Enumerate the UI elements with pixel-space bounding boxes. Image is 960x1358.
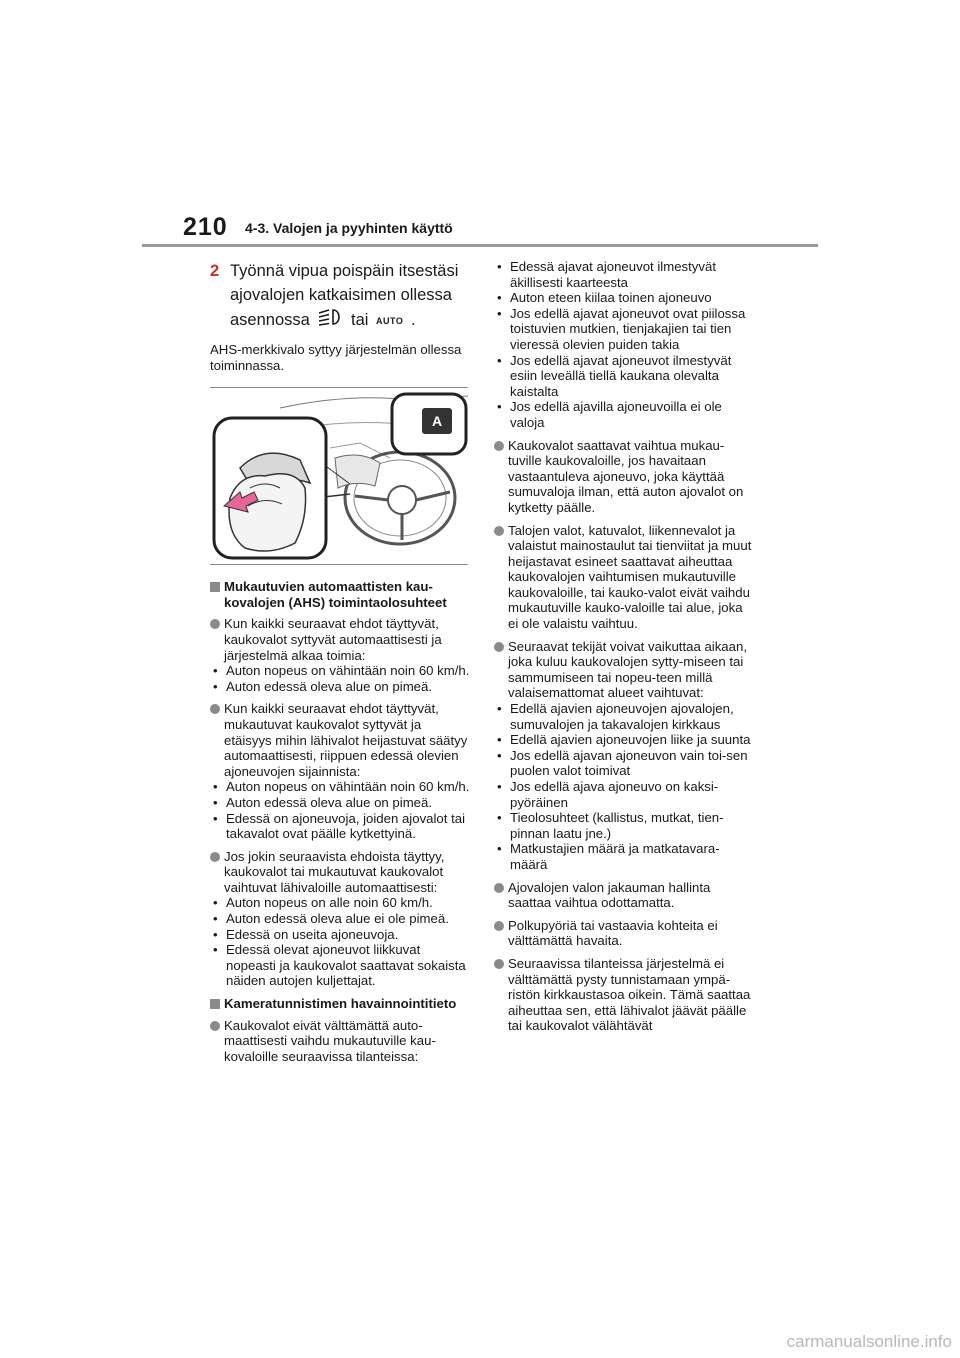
sub-item-text: Auton nopeus on alle noin 60 km/h. <box>226 895 433 911</box>
sub-item <box>210 911 472 927</box>
sub-item-text: Auton nopeus on vähintään noin 60 km/h. <box>226 779 470 795</box>
list-item <box>494 639 756 873</box>
sub-item <box>494 306 756 353</box>
headlight-icon <box>317 307 343 334</box>
sub-item-text: Auton edessä oleva alue on pimeä. <box>226 794 433 810</box>
bullet-dot-icon <box>494 883 504 893</box>
list-item <box>210 616 472 694</box>
section-title: 4-3. Valojen ja pyyhinten käyttö <box>245 220 453 236</box>
sub-item-text: Edessä ajavat ajoneuvot ilmestyvät äkillisesti kaarteesta <box>510 259 716 290</box>
sub-bullet-mark: • <box>497 259 502 274</box>
sub-item <box>494 399 756 430</box>
sub-item-text: Auton edessä oleva alue on pimeä. <box>226 678 433 694</box>
sub-bullet-mark: • <box>497 701 502 717</box>
bullet-dot-icon <box>210 852 220 862</box>
sub-item <box>494 732 756 748</box>
sub-item <box>210 895 472 911</box>
sub-item <box>210 679 472 695</box>
sub-item <box>210 811 472 842</box>
auto-icon: AUTO <box>376 315 404 326</box>
bullet-dot-icon <box>210 619 220 629</box>
sub-item-text: Matkustajien määrä ja matkatavara-määrä <box>510 841 720 872</box>
ahs-conditions-heading <box>210 579 472 610</box>
right-column <box>494 259 756 1041</box>
sub-bullet-mark: • <box>497 810 502 826</box>
left-column <box>210 259 472 1071</box>
page-header <box>183 213 823 245</box>
bullet-body <box>508 956 756 1034</box>
bullet-body <box>508 880 756 911</box>
bullet-text: Kaukovalot saattavat vaihtua mukau-tuville kaukovaloille, jos havaitaan vastaantuleva ajoneuvo, joka käyttää sumuvaloja ilman, että auton ajovalot on kytketty päälle. <box>508 437 744 515</box>
list-item <box>210 849 472 989</box>
bullet-text: Kun kaikki seuraavat ehdot täyttyvät, kaukovalot syttyvät automaattisesti ja järjestelmä alkaa toimia: <box>224 616 442 663</box>
sub-bullet-mark: • <box>213 779 218 795</box>
heading-text: Mukautuvien automaattisten kau-kovalojen (AHS) toimintaolosuhteet <box>224 579 447 610</box>
step-line-2: ajovalojen katkaisimen ollessa <box>230 286 452 304</box>
bullet-dot-icon <box>210 1021 220 1031</box>
bullet-dot-icon <box>494 526 504 536</box>
step-2 <box>210 259 472 334</box>
left-bullet-list <box>210 616 472 989</box>
step-line-3b: tai <box>351 310 369 329</box>
sub-item <box>494 779 756 810</box>
sub-bullet-mark: • <box>497 290 502 306</box>
step-text <box>230 259 458 334</box>
sub-item <box>494 841 756 872</box>
list-item <box>494 523 756 632</box>
bullet-text: Talojen valot, katuvalot, liikennevalot ja valaistut mainostaulut tai tienviitat ja muut heijastavat esineet saattavat aiheuttaa kaukovalojen vaihtumisen mukautuville kaukovaloille, tai kauko-valot eivät vaihdu mukautuville kauko-valoille tai alue, joka ei ole valaistu vaihtuu. <box>508 522 752 632</box>
sub-bullet-mark: • <box>213 895 218 911</box>
list-item <box>494 956 756 1034</box>
sub-item <box>494 701 756 732</box>
sub-item-text: Jos edellä ajava ajoneuvo on kaksi-pyöräinen <box>510 779 719 810</box>
header-divider <box>142 244 818 247</box>
sub-item <box>210 795 472 811</box>
sub-item <box>210 779 472 795</box>
sub-item-text: Auton eteen kiilaa toinen ajoneuvo <box>510 290 712 306</box>
page-number: 210 <box>183 213 228 241</box>
watermark: carmanualsonline.info <box>786 1332 952 1351</box>
sub-item-text: Jos edellä ajavat ajoneuvot ovat piilossa toistuvien mutkien, tienjakajien tai tien vieressä olevien puiden takia <box>510 305 746 352</box>
ahs-note: AHS-merkkivalo syttyy järjestelmän ollessa toiminnassa. <box>210 342 462 373</box>
bullet-text: Ajovalojen valon jakauman hallinta saattaa vaihtua odottamatta. <box>508 879 711 911</box>
lever-illustration <box>210 387 468 565</box>
step-line-3c: . <box>410 310 416 329</box>
sub-item <box>494 748 756 779</box>
sub-item <box>494 259 756 290</box>
bullet-text: Jos jokin seuraavista ehdoista täyttyy, kaukovalot tai mukautuvat kaukovalot vaihtuvat lähivaloille automaattisesti: <box>224 848 445 895</box>
step-number: 2 <box>210 262 220 280</box>
sub-item-text: Jos edellä ajavan ajoneuvon vain toi-sen puolen valot toimivat <box>510 747 748 779</box>
sub-bullet-mark: • <box>213 911 218 927</box>
bullet-text: Polkupyöriä tai vastaavia kohteita ei välttämättä havaita. <box>508 917 718 949</box>
sub-bullet-mark: • <box>213 678 218 694</box>
sub-bullet-mark: • <box>213 810 218 826</box>
sub-item-text: Edellä ajavien ajoneuvojen liike ja suunta <box>510 732 751 748</box>
sub-bullet-mark: • <box>497 399 502 415</box>
bullet-text: Seuraavat tekijät voivat vaikuttaa aikaan, joka kuluu kaukovalojen sytty-miseen tai sammumiseen tai nopeu-teen millä valaisemattomat alueet vaihtuvat: <box>508 638 747 701</box>
intro-sub-list <box>494 259 756 431</box>
bullet-body <box>213 848 472 989</box>
step-line-3 <box>230 307 458 334</box>
square-bullet-icon <box>210 999 220 1009</box>
sub-item-text: Edessä olevat ajoneuvot liikkuvat nopeasti ja kaukovalot saattavat sokaista näiden autojen kuljettajat. <box>226 942 466 989</box>
sub-bullet-mark: • <box>497 305 502 321</box>
sub-bullet-mark: • <box>497 747 502 763</box>
list-item <box>494 438 756 516</box>
sub-bullet-mark: • <box>213 663 218 679</box>
square-bullet-icon <box>210 582 220 592</box>
sub-item-text: Jos edellä ajavat ajoneuvot ilmestyvät esiin leveällä tiellä kaukana olevalta kaistalta <box>510 352 732 399</box>
bullet-body <box>497 638 756 873</box>
list-item <box>210 1018 472 1065</box>
camera-sensor-heading <box>210 996 472 1012</box>
bullet-text: Seuraavissa tilanteissa järjestelmä ei välttämättä pysty tunnistamaan ympä-ristön kirkkaustasoa oikein. Tämä saattaa aiheuttaa sen, että lähivalot jäävät päälle tai kaukovalot välähtävät <box>508 955 751 1034</box>
bullet-body <box>213 701 472 842</box>
sub-item <box>210 942 472 989</box>
bullet-dot-icon <box>494 921 504 931</box>
sub-item-text: Auton edessä oleva alue ei ole pimeä. <box>226 911 449 927</box>
bullet-dot-icon <box>494 642 504 652</box>
bullet-dot-icon <box>494 441 504 451</box>
list-item <box>494 880 756 911</box>
sub-bullet-mark: • <box>213 794 218 810</box>
sub-item-text: Edessä on useita ajoneuvoja. <box>226 926 399 942</box>
bullet-body <box>508 438 756 516</box>
ahs-indicator-icon: A <box>422 408 452 434</box>
bullet-body <box>508 918 756 949</box>
step-line-1: Työnnä vipua poispäin itsestäsi <box>230 262 459 280</box>
bullet-dot-icon <box>210 704 220 714</box>
sub-bullet-mark: • <box>213 926 218 942</box>
sub-item-text: Edellä ajavien ajoneuvojen ajovalojen, sumuvalojen ja takavalojen kirkkaus <box>510 701 734 732</box>
sub-item-text: Tieolosuhteet (kallistus, mutkat, tien-pinnan laatu jne.) <box>510 810 724 841</box>
step-line-3a: asennossa <box>230 310 310 329</box>
bullet-body <box>213 616 472 694</box>
sub-item <box>210 663 472 679</box>
sub-bullet-mark: • <box>497 841 502 857</box>
heading-text: Kameratunnistimen havainnointitieto <box>224 996 457 1012</box>
bullet-body <box>508 523 756 632</box>
sub-bullet-mark: • <box>213 942 218 958</box>
sub-item-text: Edessä on ajoneuvoja, joiden ajovalot tai takavalot ovat päälle kytkettyinä. <box>226 810 466 842</box>
right-bullet-list <box>494 438 756 1034</box>
sub-bullet-mark: • <box>497 779 502 794</box>
sub-item <box>210 927 472 943</box>
sub-item <box>494 810 756 841</box>
list-item <box>210 701 472 841</box>
bullet-dot-icon <box>494 959 504 969</box>
bullet-text: Kaukovalot eivät välttämättä auto-maattisesti vaihdu mukautuville kau-kovaloille seuraavissa tilanteissa: <box>224 1017 436 1064</box>
sub-item-text: Jos edellä ajavilla ajoneuvoilla ei ole valoja <box>510 399 722 430</box>
bullet-text: Kun kaikki seuraavat ehdot täyttyvät, mukautuvat kaukovalot syttyvät ja etäisyys mihin lähivalot heijastuvat säätyy automaattisesti, riippuen edessä olevien ajoneuvojen sijainnista: <box>224 701 468 779</box>
list-item <box>494 918 756 949</box>
sub-item-text: Auton nopeus on vähintään noin 60 km/h. <box>226 663 470 679</box>
sub-bullet-mark: • <box>497 352 502 368</box>
sub-item <box>494 290 756 306</box>
sub-item <box>494 353 756 400</box>
sub-bullet-mark: • <box>497 732 502 748</box>
